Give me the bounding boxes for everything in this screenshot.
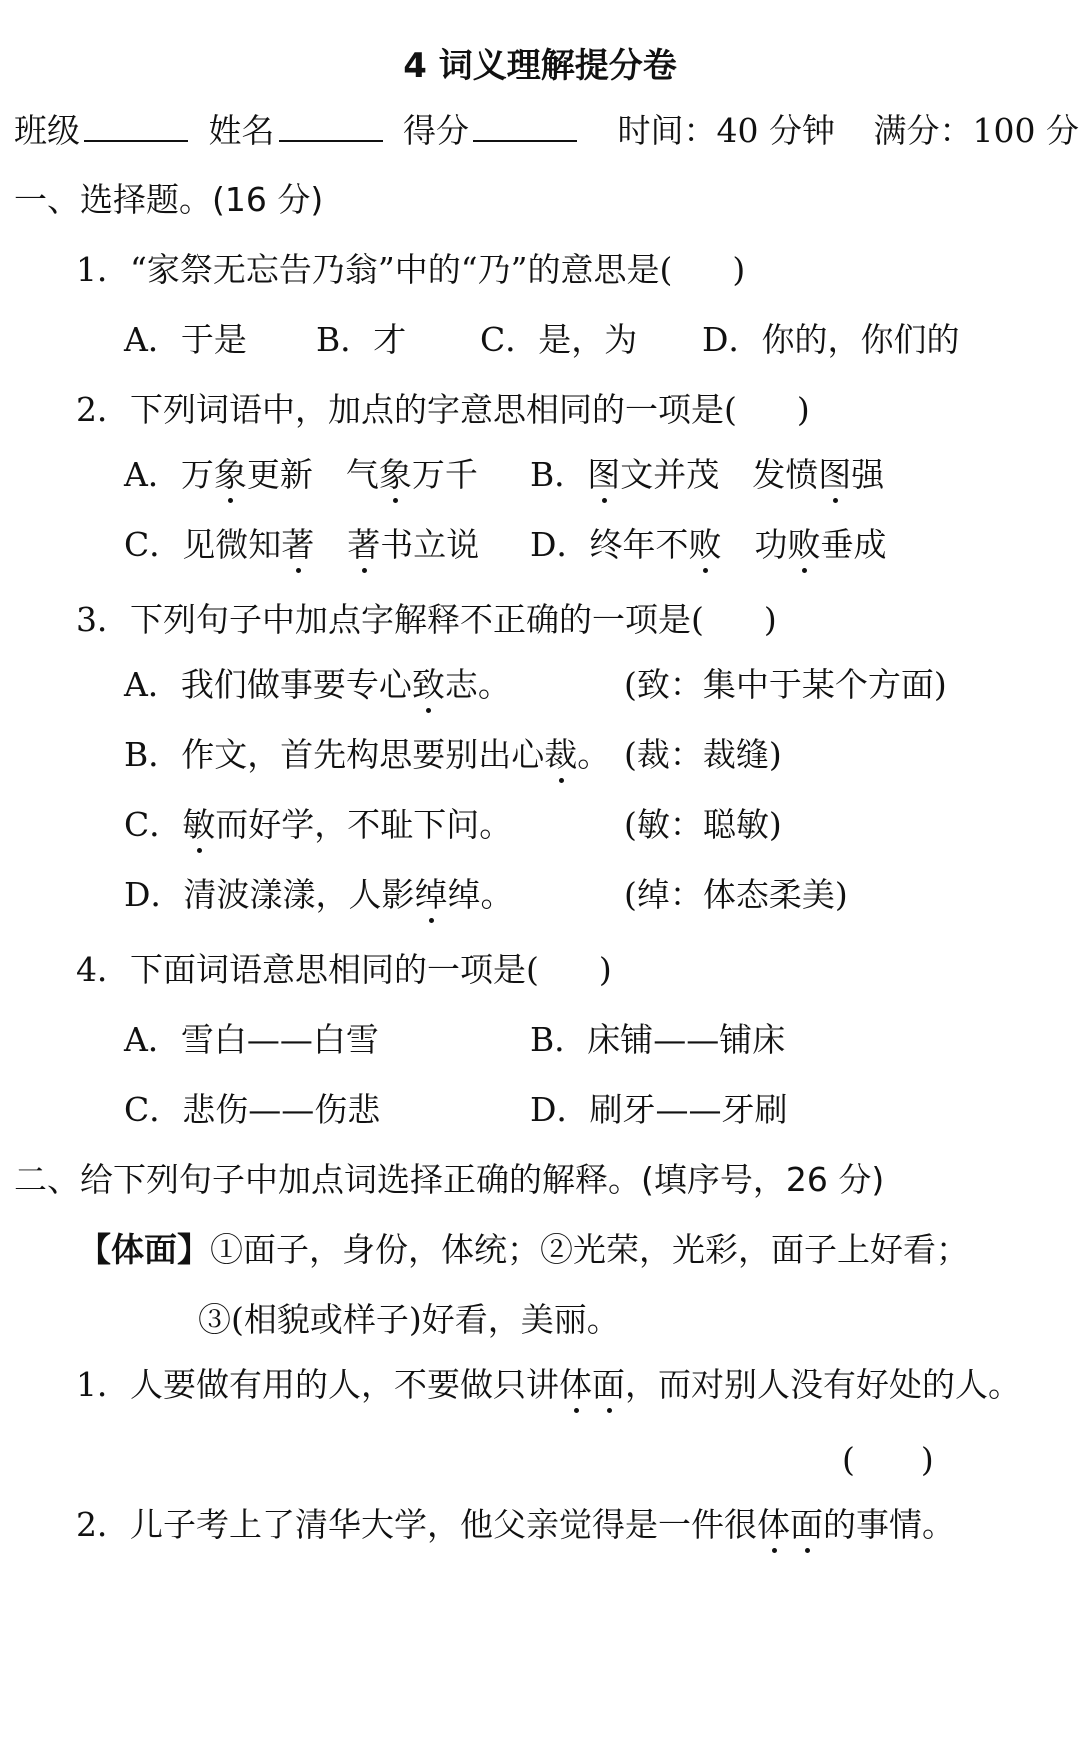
- q3c-post: 而好学，不耻下问。: [215, 805, 513, 844]
- q2b-pre: B．: [530, 455, 588, 494]
- page-title: 4 词义理解提分卷: [403, 46, 677, 86]
- q2a-post: 万千: [411, 455, 478, 494]
- s2-pre: 2．儿子考上了清华大学，他父亲觉得是一件很: [76, 1505, 757, 1544]
- q2a-dotted-char-2: 象: [378, 455, 412, 494]
- q1-paren-close: ): [732, 250, 746, 289]
- s1-pre: 1．人要做有用的人，不要做只讲: [76, 1365, 559, 1404]
- q2-paren-close: ): [796, 390, 810, 429]
- q3a-post: 志。: [444, 665, 511, 704]
- q3b-post: 。: [577, 735, 611, 774]
- q1-stem-text: 1．“家祭无忘告乃翁”中的“乃”的意思是(: [76, 250, 673, 289]
- header-info-row: [14, 110, 1079, 151]
- s1-dotted-char-1: 体: [559, 1365, 592, 1404]
- q2-stem: [76, 390, 810, 430]
- q2c-post: 书立说: [380, 525, 480, 564]
- q4-stem-text: 4．下面词语意思相同的一项是(: [76, 950, 539, 989]
- q4-option-c: C．悲伤——伤悲: [124, 1090, 381, 1129]
- s2-sentence-2: [76, 1505, 955, 1545]
- q2b-post: 强: [851, 455, 885, 494]
- q2c-dotted-char-1: 著: [281, 525, 315, 564]
- q2-option-b: [530, 455, 884, 495]
- q3-option-d: [124, 875, 513, 915]
- q3-option-c: [124, 805, 512, 845]
- q2a-dotted-char-1: 象: [213, 455, 247, 494]
- s2-dotted-char-1: 体: [757, 1505, 790, 1544]
- q3d-dotted-char: 绰: [414, 875, 448, 914]
- q3d-post: 绰。: [447, 875, 514, 914]
- term-definition-line-1: [78, 1230, 969, 1270]
- q2b-dotted-char-2: 图: [818, 455, 852, 494]
- q2c-pre: C．见微知: [124, 525, 282, 564]
- q1-option-b: B．才: [316, 320, 407, 359]
- term-def-1: ①面子，身份，体统；②光荣，光彩，面子上好看；: [210, 1230, 969, 1269]
- q3-option-b: [124, 735, 610, 775]
- section2-heading: 二、给下列句子中加点词选择正确的解释。(填序号，26 分): [14, 1160, 885, 1199]
- s2-post: 的事情。: [823, 1505, 955, 1544]
- q3-stem-text: 3．下列句子中加点字解释不正确的一项是(: [76, 600, 704, 639]
- q2-option-a: [124, 455, 478, 495]
- time-info: 时间：40 分钟: [617, 111, 835, 150]
- class-label: 班级: [14, 111, 80, 150]
- q3d-pre: D．清波漾漾，人影: [124, 875, 415, 914]
- q4-option-b: B．床铺——铺床: [530, 1020, 786, 1059]
- q3c-pre: C．: [124, 805, 183, 844]
- q1-option-c: C．是，为: [480, 320, 638, 359]
- q3a-pre: A．我们做事要专心: [124, 665, 412, 704]
- s2-sentence-1-answer-blank[interactable]: ( ): [842, 1440, 934, 1479]
- q2-option-c: [124, 525, 479, 565]
- q2d-mid: 功: [721, 525, 788, 564]
- q4-paren-close: ): [598, 950, 612, 989]
- q3-stem: [76, 600, 777, 640]
- q1-option-a: A．于是: [124, 320, 247, 359]
- q2d-post: 垂成: [820, 525, 887, 564]
- q2a-pre: A．万: [124, 455, 214, 494]
- q4-option-a: A．雪白——白雪: [124, 1020, 379, 1059]
- full-score-info: 满分：100 分: [873, 111, 1079, 150]
- q2-stem-text: 2．下列词语中，加点的字意思相同的一项是(: [76, 390, 737, 429]
- q3b-dotted-char: 裁: [544, 735, 578, 774]
- q4-stem: [76, 950, 612, 990]
- q2-option-d: [530, 525, 886, 565]
- q3-option-a: [124, 665, 511, 705]
- q3-option-c-explanation: (敏：聪敏): [624, 805, 782, 844]
- q3b-pre: B．作文，首先构思要别出心: [124, 735, 545, 774]
- q3c-dotted-char: 敏: [182, 805, 216, 844]
- term-label: 【体面】: [78, 1230, 210, 1269]
- q4-option-d: D．刷牙——牙刷: [530, 1090, 788, 1129]
- s1-dotted-char-2: 面: [592, 1365, 625, 1404]
- q3-option-b-explanation: (裁：裁缝): [624, 735, 782, 774]
- q2c-dotted-char-2: 著: [347, 525, 381, 564]
- q3-option-a-explanation: (致：集中于某个方面): [624, 665, 947, 704]
- q3a-dotted-char: 致: [411, 665, 445, 704]
- q2d-dotted-char-1: 败: [688, 525, 722, 564]
- q2a-mid: 更新 气: [246, 455, 379, 494]
- name-blank[interactable]: [279, 110, 383, 142]
- q2d-dotted-char-2: 败: [787, 525, 821, 564]
- q2d-pre: D．终年不: [530, 525, 689, 564]
- q1-stem: [76, 250, 745, 290]
- q1-option-d: D．你的，你们的: [702, 320, 960, 359]
- score-label: 得分: [403, 111, 469, 150]
- q3-paren-close: ): [763, 600, 777, 639]
- score-blank[interactable]: [473, 110, 577, 142]
- term-definition-line-2: ③(相貌或样子)好看，美丽。: [198, 1300, 620, 1339]
- s2-sentence-1: [76, 1365, 1021, 1405]
- q2c-mid: [314, 525, 347, 564]
- s1-post: ，而对别人没有好处的人。: [625, 1365, 1021, 1404]
- s2-dotted-char-2: 面: [790, 1505, 823, 1544]
- q2b-mid: 文并茂 发愤: [620, 455, 819, 494]
- name-label: 姓名: [208, 111, 275, 150]
- q3-option-d-explanation: (绰：体态柔美): [624, 875, 848, 914]
- q2b-dotted-char-1: 图: [587, 455, 621, 494]
- section1-heading: 一、选择题。(16 分): [14, 180, 324, 219]
- class-blank[interactable]: [84, 110, 188, 142]
